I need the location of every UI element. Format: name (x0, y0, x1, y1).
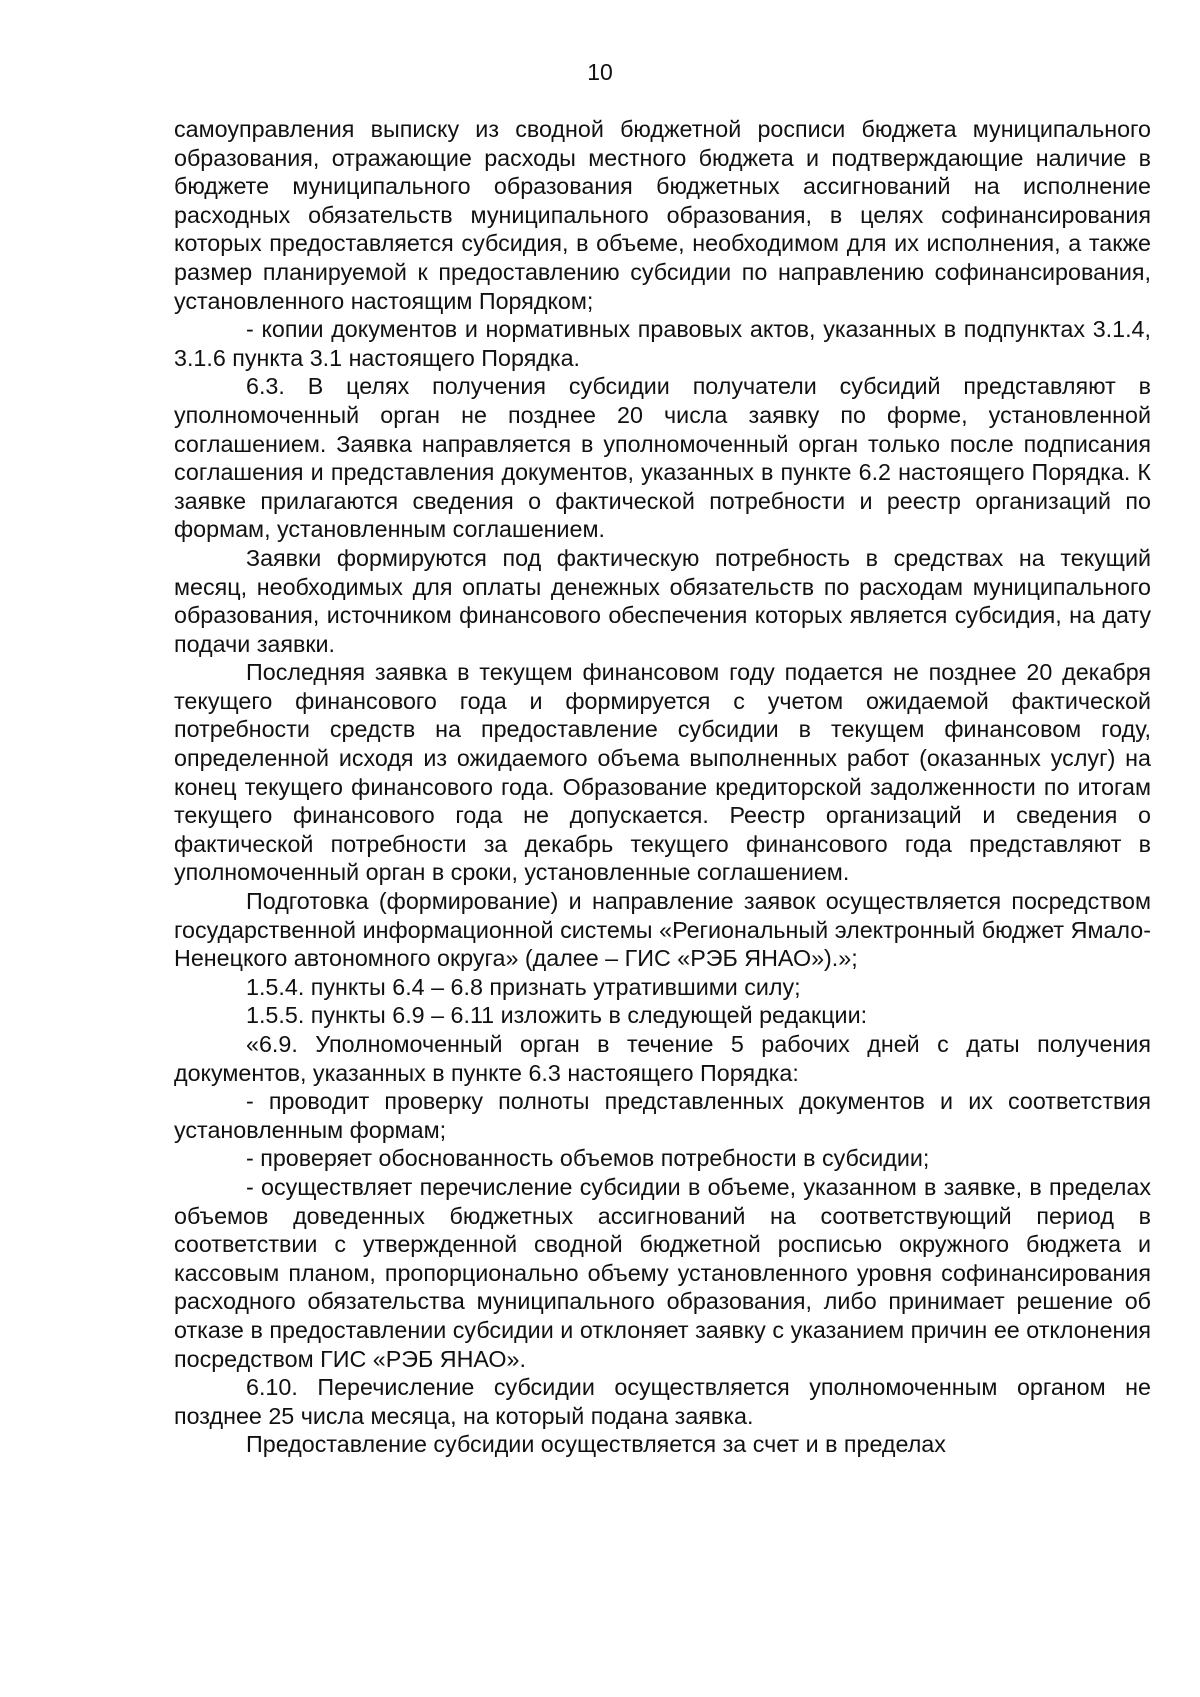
paragraph-applications: Заявки формируются под фактическую потребность в средствах на текущий месяц, необходимых для оплаты денежных обязательств по расходам муниципального образования, источником финансового обеспечения которых является субсидия, на дату подачи заявки. (174, 544, 1151, 657)
paragraph-6-10: 6.10. Перечисление субсидии осуществляется уполномоченным органом не позднее 25 числа месяца, на который подана заявка. (174, 1374, 1151, 1429)
paragraph-provision: Предоставление субсидии осуществляется за счет и в пределах (246, 1431, 946, 1458)
paragraph-6-9: «6.9. Уполномоченный орган в течение 5 рабочих дней с даты получения документов, указанных в пункте 6.3 настоящего Порядка: (174, 1031, 1151, 1086)
paragraph-continuation: самоуправления выписку из сводной бюджетной росписи бюджета муниципального образования, отражающие расходы местного бюджета и подтверждающие наличие в бюджете муниципального образования бюджетных ассигнований на исполнение расходных обязательств муниципального образования, в целях софинансирования которых предоставляется субсидия, в объеме, необходимом для их исполнения, а также размер планируемой к предоставлению субсидии по направлению софинансирования, установленного настоящим Порядком; (174, 116, 1151, 314)
paragraph-check-completeness: - проводит проверку полноты представленных документов и их соответствия установленным формам; (174, 1088, 1151, 1143)
paragraph-last-application: Последняя заявка в текущем финансовом году подается не позднее 20 декабря текущего финансового года и формируется с учетом ожидаемой фактической потребности средств на предоставление субсидии в текущем финансовом году, определенной исходя из ожидаемого объема выполненных работ (оказанных услуг) на конец текущего финансового года. Образование кредиторской задолженности по итогам текущего финансового года не допускается. Реестр организаций и сведения о фактической потребности за декабрь текущего финансового года представляют в уполномоченный орган в сроки, установленные соглашением. (174, 659, 1151, 886)
paragraph-preparation: Подготовка (формирование) и направление заявок осуществляется посредством государственной информационной системы «Региональный электронный бюджет Ямало-Ненецкого автономного округа» (далее – ГИС «РЭБ ЯНАО»).»; (174, 888, 1151, 972)
paragraph-6-3: 6.3. В целях получения субсидии получатели субсидий представляют в уполномоченный орган не позднее 20 числа заявку по форме, установленной соглашением. Заявка направляется в уполномоченный орган только после подписания соглашения и представления документов, указанных в пункте 6.2 настоящего Порядка. К заявке прилагаются сведения о фактической потребности и реестр организаций по формам, установленным соглашением. (174, 373, 1151, 543)
paragraph-document-copies: - копии документов и нормативных правовых актов, указанных в подпунктах 3.1.4, 3.1.6 пункта 3.1 настоящего Порядка. (174, 316, 1151, 371)
document-body (174, 115, 1151, 1459)
paragraph-1-5-4: 1.5.4. пункты 6.4 – 6.8 признать утратившими силу; (246, 973, 801, 1000)
paragraph-check-justification: - проверяет обоснованность объемов потребности в субсидии; (246, 1145, 930, 1172)
paragraph-transfer: - осуществляет перечисление субсидии в объеме, указанном в заявке, в пределах объемов доведенных бюджетных ассигнований на соответствующий период в соответствии с утвержденной сводной бюджетной росписью окружного бюджета и кассовым планом, пропорционально объему установленного уровня софинансирования расходного обязательства муниципального образования, либо принимает решение об отказе в предоставлении субсидии и отклоняет заявку с указанием причин ее отклонения посредством ГИС «РЭБ ЯНАО». (174, 1173, 1151, 1372)
page-number: 10 (587, 59, 613, 85)
paragraph-1-5-5: 1.5.5. пункты 6.9 – 6.11 изложить в следующей редакции: (246, 1002, 868, 1029)
